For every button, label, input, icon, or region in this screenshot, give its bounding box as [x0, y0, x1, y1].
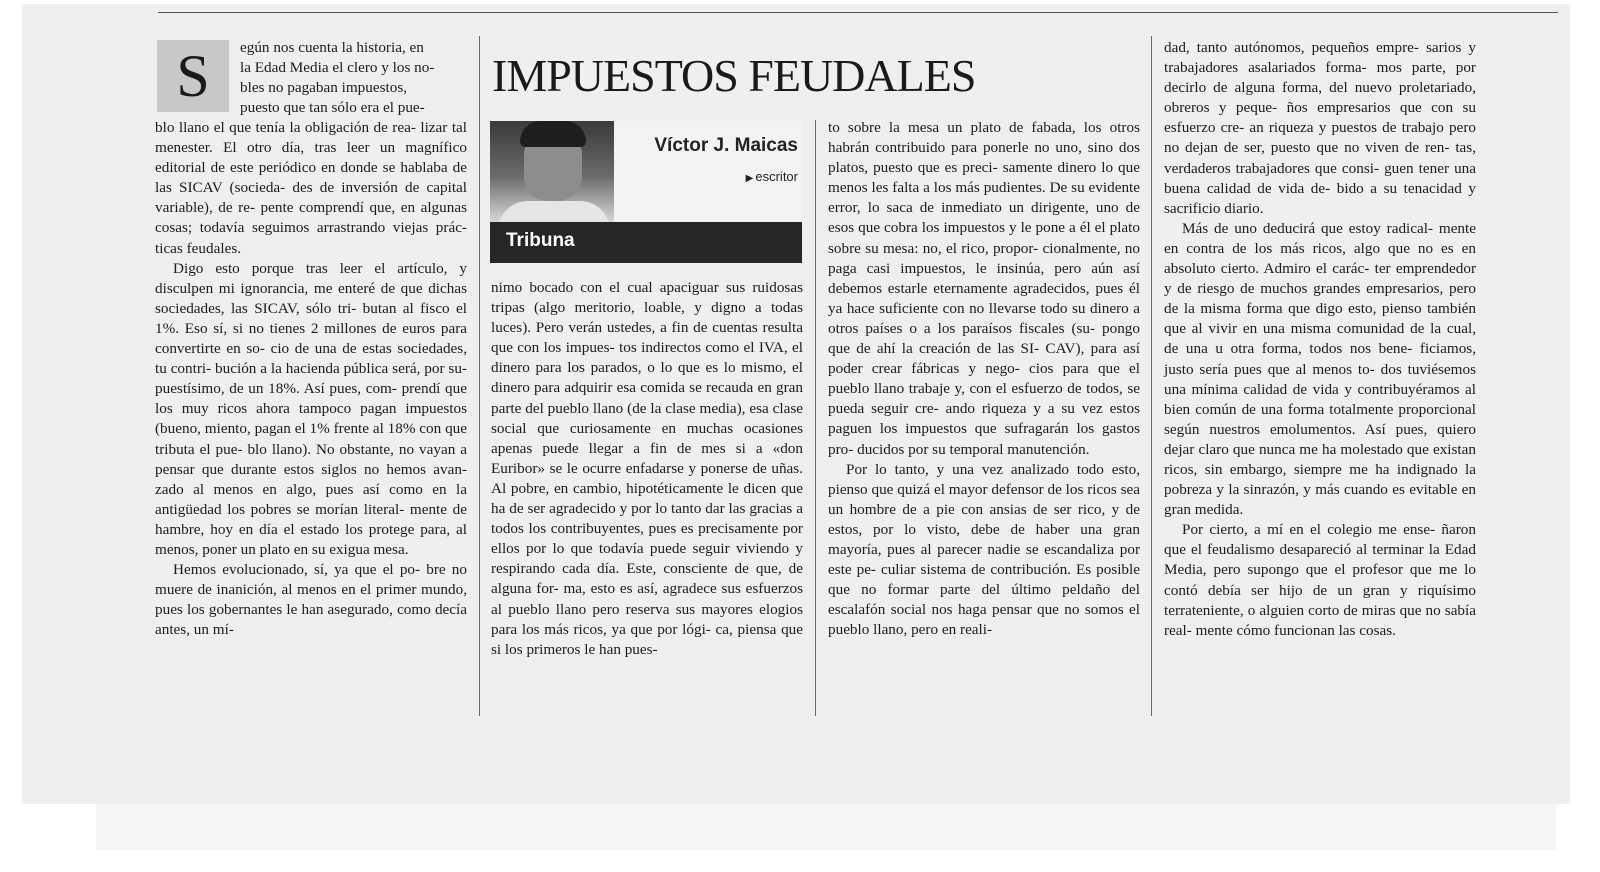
section-label: Tribuna — [506, 230, 575, 251]
top-rule — [158, 12, 1558, 13]
column-2 — [491, 278, 803, 660]
intro-line: egún nos cuenta la historia, en — [240, 39, 424, 56]
author-photo — [490, 121, 614, 222]
author-role-label: escritor — [755, 169, 798, 184]
drop-cap: S — [157, 40, 229, 112]
paragraph: dad, tanto autónomos, pequeños empre- sarios y trabajadores asalariados forma- mos parte, por decirlo de alguna forma, del nuevo proletariado, obreros y peque- ños empresarios que con su esfuerzo cre- an riqueza y puestos de trabajo pero no dejan de ser, puesto que no viven de ren- tas, verdaderos trabajadores que consi- guen tener una buena calidad de vida de- bido a su tenacidad y sacrificio diario. — [1164, 39, 1476, 217]
intro-line: la Edad Media el clero y los no- — [240, 59, 435, 77]
paragraph: to sobre la mesa un plato de fabada, los otros habrán contribuido para ponerle no uno, sino dos platos, puesto que es preci- samente dinero lo que menos les falta a los más pudientes. De su evidente error, lo saca de inmediato un dirigente, uno de esos que cobra los impuestos y le pone a él el plato sobre su mesa: no, el rico, propor- cionalmente, no paga casi impuestos, le insinúa, pero aún así debemos estarle eternamente agradecidos, pues él ya hace suficiente con no llevarse todo su dinero a otros países o a los paraísos fiscales (su- pongo que de ahí la creación de las SI- CAV), para así poder crear fábricas y nego- cios para que el pueblo llano trabaje y, con el esfuerzo de todos, se pueda seguir cre- ando riqueza y a su vez estos paguen los impuestos que sufragarán los gastos pro- ducidos por su temporal manutención. — [828, 119, 1140, 458]
intro-line: puesto que tan sólo era el pue- — [240, 99, 425, 117]
headline: IMPUESTOS FEUDALES — [492, 50, 976, 101]
author-name: Víctor J. Maicas — [654, 135, 798, 156]
paragraph: Hemos evolucionado, sí, ya que el po- bre no muere de inanición, al menos en el primer mundo, pues los gobernantes le han asegurado, como decía antes, un mí- — [155, 561, 467, 639]
paragraph: blo llano el que tenía la obligación de rea- lizar tal menester. El otro día, tras leer un magnífico editorial de este periódico en donde se hablaba de las SICAV (socieda- des de inversión de capital variable), de re- pente comprendí que, en algunas cosas; todavía seguimos arrastrando viejas prác- ticas feudales. — [155, 119, 467, 257]
author-card — [490, 121, 802, 263]
intro-line: bles no pagaban impuestos, — [240, 79, 408, 97]
paragraph: Por cierto, a mí en el colegio me ense- ñaron que el feudalismo desapareció al terminar la Edad Media, pero supongo que el profesor que me lo contó debía ser hijo de un gran y riquísimo terrateniente, o alguien corto de miras que no sabía real- mente cómo funcionan las cosas. — [1164, 521, 1476, 639]
column-3 — [828, 118, 1140, 640]
triangle-icon: ▶ — [745, 173, 754, 184]
column-divider — [1151, 36, 1152, 716]
paragraph: nimo bocado con el cual apaciguar sus ruidosas tripas (algo meritorio, loable, y digno a todas luces). Pero verán ustedes, a fin de cuentas resulta que con los impues- tos indirectos como el IVA, el dinero para los parados, o lo que es lo mismo, el dinero para adquirir esa comida se recauda en gran parte del pueblo llano (de la clase media), esa clase social que curiosamente en muchas ocasiones apenas puede llegar a fin de mes si a «don Euribor» se le ocurre enfadarse y ponerse de uñas. Al pobre, en cambio, hipotéticamente le dicen que ha de ser agradecido y por lo tanto dar las gracias a todos los contribuyentes, pues es precisamente por ellos por lo que todavía puede seguir viviendo y respirando cada día. Este, consciente de que, de alguna for- ma, esto es así, agradece sus esfuerzos al pueblo llano pero reserva sus mayores elogios para los más ricos, ya que por lógi- ca, piensa que si los primeros le han pues- — [491, 279, 803, 658]
paragraph: Por lo tanto, y una vez analizado todo esto, pienso que quizá el mayor defensor de los ricos sea un hombre de a pie con ansias de ser rico, y de estos, por lo visto, debe de haber una gran mayoría, pues al parecer nadie se escandaliza por este pe- culiar sistema de contribución. Es posible que no formar parte del último peldaño del escalafón social nos haga pensar que no somos el pueblo llano, pero en reali- — [828, 460, 1140, 639]
column-divider — [815, 120, 816, 716]
page-edge — [96, 804, 1556, 850]
column-divider — [479, 36, 480, 716]
paragraph: Digo esto porque tras leer el artículo, y disculpen mi ignorancia, me enteré de que dichas sociedades, las SICAV, sólo tri- butan al fisco el 1%. Eso sí, si no tienes 2 millones de euros para convertirte en so- cio de una de estas sociedades, tu contri- bución a la hacienda pública será, por su- puestísimo, de un 18%. Así pues, com- prendí que los muy ricos ahora tampoco pagan impuestos (bueno, miento, pagan el 1% frente al 18% con que tributa el pue- blo llano). No obstante, no vayan a pensar que durante estos siglos no hemos avan- zado al menos en algo, pues así como en la antigüedad los pobres se morían literal- mente de hambre, hoy en día el estado los protege para, al menos, poner un plato en su exigua mesa. — [155, 259, 467, 558]
section-bar — [490, 222, 802, 263]
column-1-intro — [240, 38, 465, 118]
author-role — [746, 169, 798, 184]
paragraph: Más de uno deducirá que estoy radical- mente en contra de los más ricos, algo que no es en absoluto cierto. Admiro el carác- ter emprendedor y de riesgo de muchos grandes empresarios, pero de la misma forma que digo esto, pienso también que al vivir en una misma comunidad de la cual, de una u otra forma, todos nos bene- ficiamos, justo sería pues que al menos to- dos tuviésemos una mínima calidad de vida y contribuyéramos al bien común de una forma totalmente proporcional según nuestros emolumentos. Así pues, quiero dejar claro que nunca me ha molestado que existan ricos, sin embargo, siempre me ha indignado la pobreza y la sinrazón, y más cuando es evitable en gran medida. — [1164, 219, 1476, 519]
column-4 — [1164, 38, 1476, 641]
column-1 — [155, 118, 467, 640]
